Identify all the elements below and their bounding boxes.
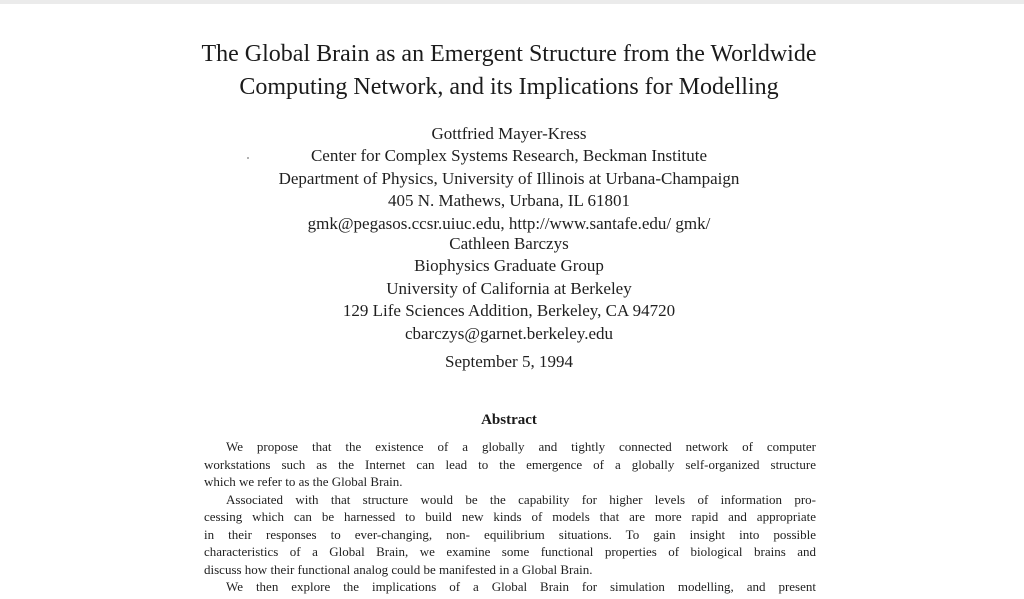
abstract-line: cessing which can be harnessed to build new kinds of models that are more rapid and appropriate (204, 509, 816, 524)
author-university: University of California at Berkeley (386, 278, 632, 298)
paper-title (0, 38, 1018, 104)
author-name: Cathleen Barczys (449, 234, 569, 253)
abstract-line: which we refer to as the Global Brain. (204, 474, 403, 489)
author-address: 129 Life Sciences Addition, Berkeley, CA 94720 (342, 301, 676, 321)
abstract-line: We propose that the existence of a globally and tightly connected network of computer (226, 439, 816, 454)
abstract-line: We then explore the implications of a Global Brain for simulation modelling, and present (226, 579, 816, 594)
abstract-line: workstations such as the Internet can lead to the emergence of a globally self-organized structure (204, 456, 816, 472)
scan-speck (247, 157, 249, 159)
abstract-line: characteristics of a Global Brain, we examine some functional properties of biological brains and (204, 544, 816, 559)
abstract-line: in their responses to ever-changing, non- equilibrium situations. To gain insight into possible (204, 526, 816, 542)
abstract-paragraph (204, 578, 816, 596)
author-email: gmk@pegasos.ccsr.uiuc.edu, http://www.santafe.edu/ gmk/ (307, 213, 711, 233)
author-department: Department of Physics, University of Illinois at Urbana-Champaign (278, 168, 740, 188)
abstract-line: discuss how their functional analog could be manifested in a Global Brain. (204, 561, 593, 577)
abstract-line: Associated with that structure would be the capability for higher levels of information pro- (226, 491, 816, 507)
author-address: 405 N. Mathews, Urbana, IL 61801 (387, 191, 631, 211)
author-name: Gottfried Mayer-Kress (431, 124, 587, 143)
author-affiliation: Center for Complex Systems Research, Beckman Institute (310, 146, 708, 166)
title-line: The Global Brain as an Emergent Structure from the Worldwide (201, 41, 817, 67)
abstract-paragraph (204, 491, 816, 579)
author-block-1 (0, 123, 1018, 235)
abstract-paragraph (204, 438, 816, 491)
title-line: Computing Network, and its Implications for Modelling (239, 74, 779, 100)
paper-date: September 5, 1994 (445, 352, 573, 371)
abstract-heading: Abstract (481, 412, 537, 428)
author-block-2 (0, 233, 1018, 345)
author-affiliation: Biophysics Graduate Group (414, 256, 604, 276)
abstract-body (204, 438, 816, 596)
author-email: cbarczys@garnet.berkeley.edu (404, 323, 614, 343)
